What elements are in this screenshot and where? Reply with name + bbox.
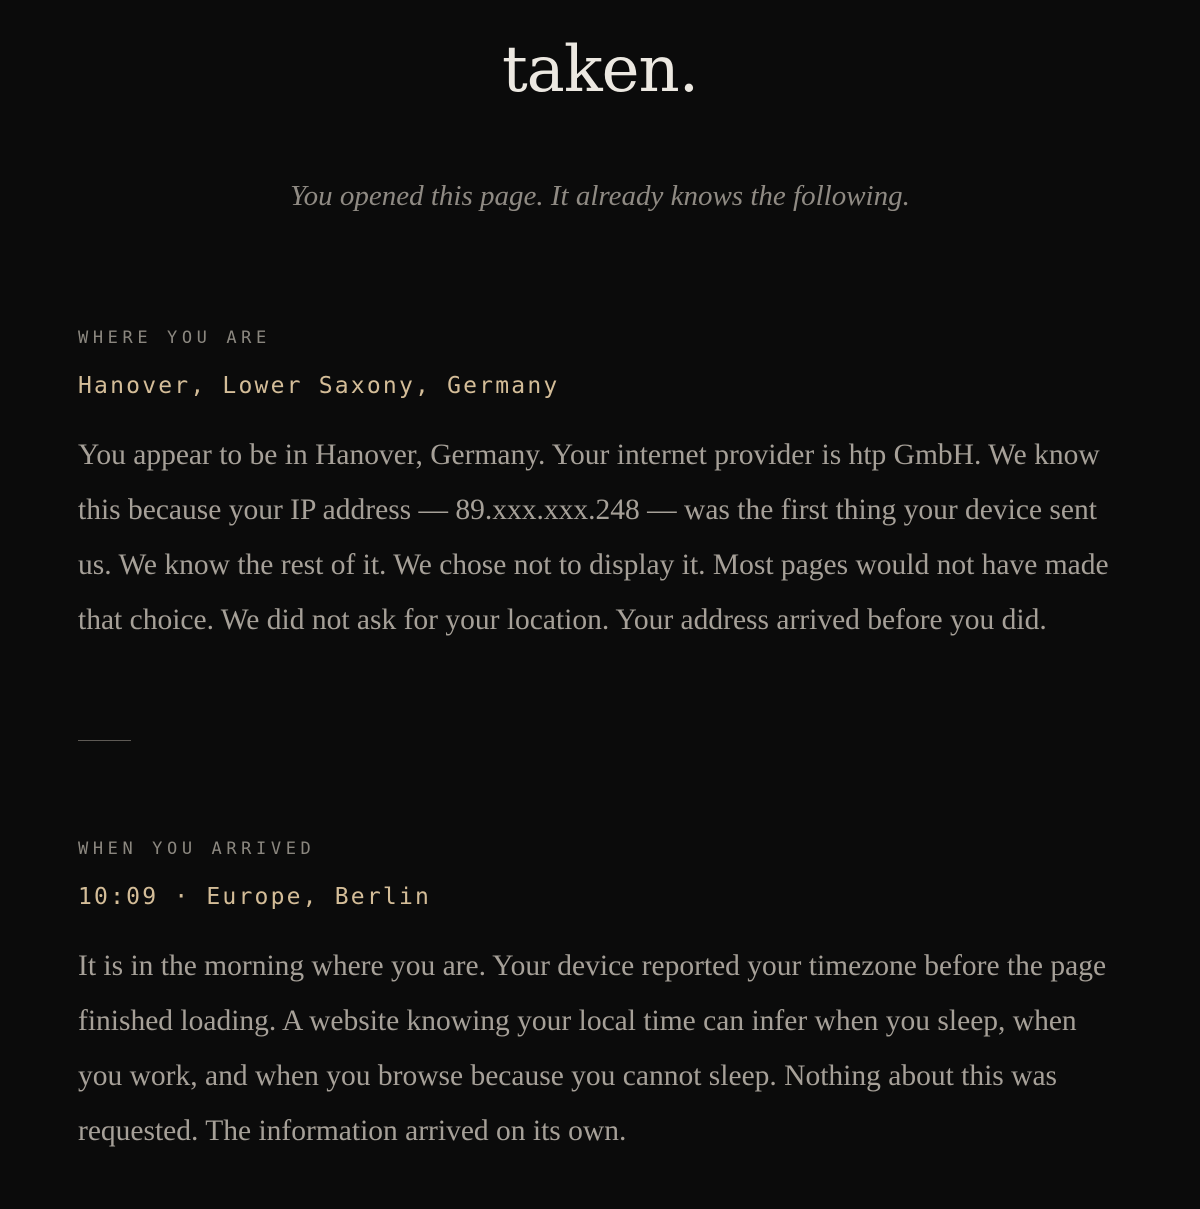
site-title: taken.	[501, 33, 699, 107]
location-description: You appear to be in Hanover, Germany. Your internet provider is htp GmbH. We know this because your IP address — 89.xxx.xxx.248 — was the first thing your device sent us. We know the rest of it. We chose not to display it. Most pages would not have made that choice. We did not ask for your location. Your address arrived before you did.	[78, 439, 1109, 636]
section-divider	[78, 740, 131, 741]
section-location	[78, 326, 1138, 648]
section-label-time: WHEN YOU ARRIVED	[78, 839, 316, 859]
section-time	[78, 837, 1138, 1159]
location-value: Hanover, Lower Saxony, Germany	[78, 373, 560, 399]
time-description: It is in the morning where you are. Your device reported your timezone before the page finished loading. A website knowing your local time can infer when you sleep, when you work, and when you browse because you cannot sleep. Nothing about this was requested. The information arrived on its own.	[78, 950, 1107, 1147]
time-value: 10:09 · Europe, Berlin	[78, 884, 432, 910]
section-label-location: WHERE YOU ARE	[78, 328, 271, 348]
page-subtitle: You opened this page. It already knows the following.	[290, 180, 910, 212]
